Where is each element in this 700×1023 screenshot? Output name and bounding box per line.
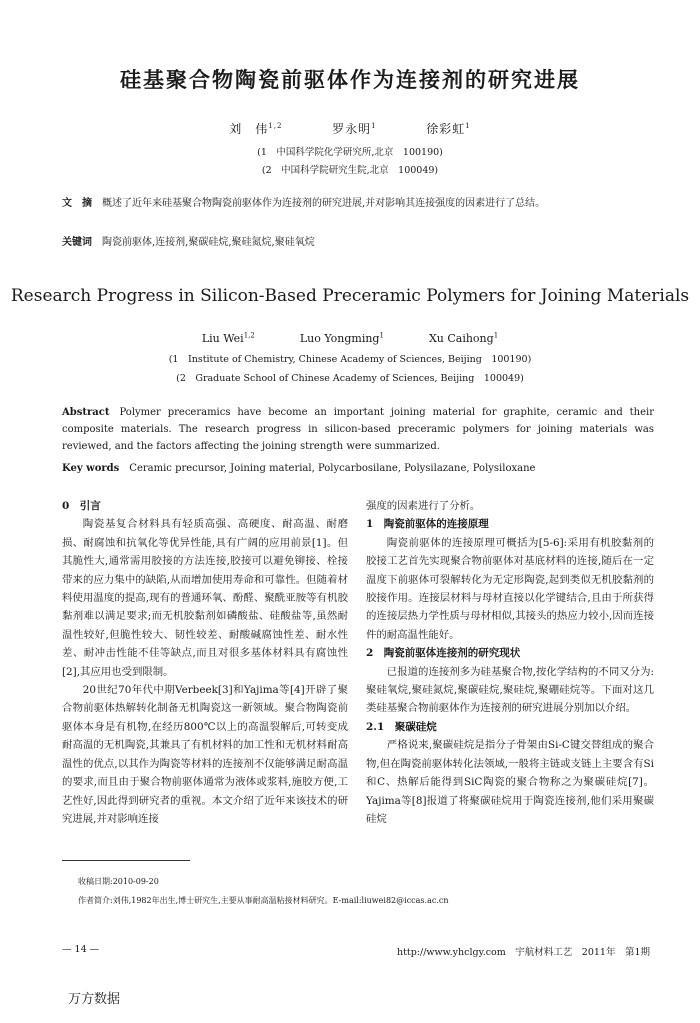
author-affiliation-mark: 1 [379,331,384,340]
english-affiliation-1: (1 Institute of Chemistry, Chinese Academy of Sciences, Beijing 100190) [168,354,532,365]
body-left-column [62,497,348,828]
author-bio: 作者简介:刘伟,1982年出生,博士研究生,主要从事耐高温粘接材料研究。E-mail:liuwei82@iccas.ac.cn [78,896,449,905]
body-paragraph: 已报道的连接剂多为硅基聚合物,按化学结构的不同又分为:聚硅氧烷,聚硅氮烷,聚碳硅烷,聚硅烷,聚硼硅烷等。下面对这几类硅基聚合物前驱体作为连接剂的研究进展分别加以介绍。 [366,665,654,715]
chinese-keywords [62,234,654,251]
body-paragraph: 严格说来,聚碳硅烷是指分子骨架由Si-C键交替组成的聚合物,但在陶瓷前驱体转化法领域,一般将主链或支链上主要含有Si和C、热解后能得到SiC陶瓷的聚合物称之为聚碳硅烷[7]。Yajima等[8]报道了将聚碳硅烷用于陶瓷连接剂,他们采用聚碳硅烷 [366,739,654,825]
keywords-text: 陶瓷前驱体,连接剂,聚碳硅烷,聚硅氮烷,聚硅氧烷 [102,237,315,248]
body-paragraph: 20世纪70年代中期Verbeek[3]和Yajima等[4]开辟了聚合物前驱体热解转化制备无机陶瓷这一新领域。聚合物陶瓷前驱体本身是有机物,在经历800℃以上的高温裂解后,可转变成耐高温的无机陶瓷,其兼具了有机材料的加工性和无机材料耐高温性的优点,以其作为陶瓷等材料的连接剂不仅能够满足耐高温的要求,而且由于聚合物前驱体通常为液体或浆料,施胶方便,工艺性好,因此得到研究者的重视。本文介绍了近年来该技术的研究进展,并对影响连接 [62,684,348,825]
body-paragraph: 陶瓷前驱体的连接原理可概括为[5-6]:采用有机胶黏剂的胶接工艺首先实现聚合物前驱体对基底材料的连接,随后在一定温度下前驱体可裂解转化为无定形陶瓷,起到类似无机胶黏剂的胶接作用。连接层材料与母材直接以化学键结合,且由于所获得的连接层热力学性质与母材相似,其接头的热应力较小,因而连接件的耐高温性能好。 [366,536,654,641]
author-affiliation-mark: 1,2 [243,331,255,340]
abstract-label: 文 摘 [62,198,92,209]
author-affiliation-mark: 1 [465,122,471,130]
page-number: — 14 — [62,944,100,955]
author-affiliation-mark: 1,2 [268,122,283,130]
english-affiliation-2: (2 Graduate School of Chinese Academy of Sciences, Beijing 100049) [176,373,524,384]
keywords-label: 关键词 [62,237,92,248]
subsection-heading-polycarbosilane: 2.1 聚碳硅烷 [366,720,437,733]
body-right-column [366,497,654,828]
author-name: Xu Caihong [428,332,494,345]
section-heading-joining-principle: 1 陶瓷前驱体的连接原理 [366,518,489,531]
chinese-authors [0,120,700,137]
keywords-text: Ceramic precursor, Joining material, Polycarbosilane, Polysilazane, Polysiloxane [129,463,536,474]
body-paragraph: 陶瓷基复合材料具有轻质高强、高硬度、耐高温、耐磨损、耐腐蚀和抗氧化等优异性能,具有广阔的应用前景[1]。但其脆性大,通常需用胶接的方法连接,胶接可以避免铆接、栓接带来的应力集中的缺陷,从而增加使用寿命和可靠性。但随着材料使用温度的提高,现有的普通环氧、酚醛、聚酰亚胺等有机胶黏剂难以满足要求;而无机胶黏剂如磷酸盐、硅酸盐等,虽然耐温性较好,但脆性较大、韧性较差、耐酸碱腐蚀性差、耐水性差、耐冲击性能不佳等缺点,而且对很多基体材料具有腐蚀性[2],其应用也受到限制。 [62,518,348,678]
english-keywords [62,460,654,477]
body-paragraph-continued: 强度的因素进行了分析。 [366,500,481,512]
section-heading-research-status: 2 陶瓷前驱体连接剂的研究现状 [366,647,521,660]
author-affiliation-mark: 1 [493,331,499,340]
english-title: Research Progress in Silicon-Based Preceramic Polymers for Joining Materials [10,286,690,306]
author-affiliation-mark: 1 [371,122,377,130]
journal-info: http://www.yhclgy.com 宇航材料工艺 2011年 第1期 [396,947,650,958]
database-watermark: 万方数据 [68,992,121,1007]
english-abstract [62,404,654,455]
author-name: 罗永明 [332,122,372,136]
received-date: 收稿日期:2010-09-20 [78,877,159,886]
abstract-text: Polymer preceramics have become an important joining material for graphite, ceramic and their composite materials. The research progress in silicon-based preceramic polymers for joining materials was reviewed, and the factors affecting the joining strength were summarized. [62,407,654,452]
author-name: 徐彩虹 [426,122,466,136]
chinese-affiliation-1: (1 中国科学院化学研究所,北京 100190) [257,147,443,158]
abstract-label: Abstract [62,407,110,418]
section-heading-introduction: 0 引言 [62,500,101,512]
chinese-title: 硅基聚合物陶瓷前驱体作为连接剂的研究进展 [120,67,580,92]
footnote-divider [62,860,190,861]
footnotes [78,872,449,910]
chinese-affiliation-2: (2 中国科学院研究生院,北京 100049) [261,165,439,176]
english-authors [0,332,700,345]
author-name: 刘 伟 [229,122,269,136]
abstract-text: 概述了近年来硅基聚合物陶瓷前驱体作为连接剂的研究进展,并对影响其连接强度的因素进行了总结。 [102,198,546,209]
chinese-abstract [62,195,654,212]
author-name: Liu Wei [201,332,244,345]
author-name: Luo Yongming [299,332,380,345]
keywords-label: Key words [62,463,120,474]
